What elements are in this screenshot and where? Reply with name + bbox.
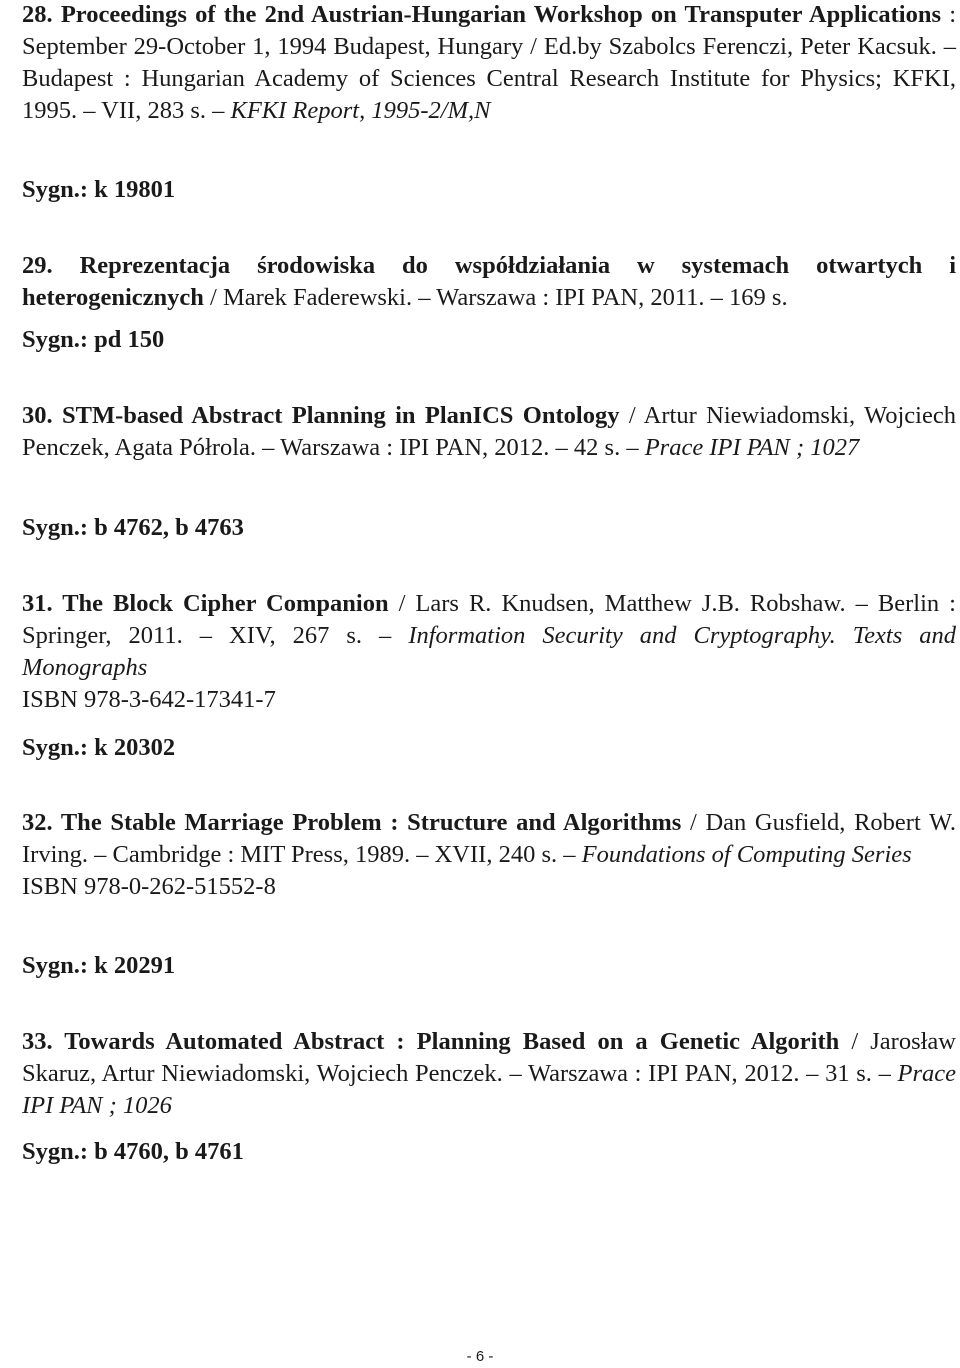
entry-title: 33. Towards Automated Abstract : Planning Based on a Genetic Algorith <box>22 1028 840 1055</box>
entry-title: 31. The Block Cipher Companion <box>22 590 389 617</box>
entry-title: 30. STM-based Abstract Planning in PlanICS Ontology <box>22 402 620 429</box>
call-number: Sygn.: b 4760, b 4761 <box>22 1138 244 1165</box>
call-number: Sygn.: pd 150 <box>22 326 165 353</box>
entry-series: Prace IPI PAN ; 1027 <box>644 434 860 461</box>
entry-31 <box>22 588 956 716</box>
page-number: - 6 - <box>466 1348 494 1365</box>
entry-title: 32. The Stable Marriage Problem : Structure and Algorithms <box>22 809 682 836</box>
entry-29 <box>22 250 956 314</box>
entry-30 <box>22 400 956 464</box>
isbn: ISBN 978-0-262-51552-8 <box>22 873 276 900</box>
entry-body: / Jarosław Skaruz, Artur Niewiadomski, Wojciech Penczek. – Warszawa : IPI PAN, 2012. – 31 s. – <box>22 1028 956 1087</box>
entry-body: / Lars R. Knudsen, Matthew J.B. Robshaw. – Berlin : Springer, 2011. – XIV, 267 s. – <box>22 590 956 649</box>
entry-body: / Dan Gusfield, Robert W. Irving. – Cambridge : MIT Press, 1989. – XVII, 240 s. – <box>22 809 956 868</box>
entry-series: Prace IPI PAN ; 1026 <box>22 1060 956 1119</box>
entry-series: KFKI Report, 1995-2/M,N <box>230 97 491 124</box>
entry-series: Information Security and Cryptography. Texts and Monographs <box>22 622 957 681</box>
call-number: Sygn.: k 20302 <box>22 734 176 761</box>
entry-body: / Artur Niewiadomski, Wojciech Penczek, Agata Półrola. – Warszawa : IPI PAN, 2012. – 42 s. – <box>22 402 956 461</box>
isbn: ISBN 978-3-642-17341-7 <box>22 686 276 713</box>
call-number: Sygn.: k 20291 <box>22 952 176 979</box>
entry-33 <box>22 1026 956 1122</box>
entry-28 <box>22 0 956 127</box>
entry-32 <box>22 807 956 903</box>
entry-series: Foundations of Computing Series <box>581 841 912 868</box>
entry-title: 29. Reprezentacja środowiska do współdziałania w systemach otwartych i heterogenicznych <box>22 252 956 311</box>
call-number: Sygn.: b 4762, b 4763 <box>22 514 244 541</box>
entry-body: : September 29-October 1, 1994 Budapest, Hungary / Ed.by Szabolcs Ferenczi, Peter Kacsuk. – Budapest : Hungarian Academy of Sciences Central Research Institute for Physics; KFKI, 1995. – VII, 283 s. – <box>22 1 957 124</box>
call-number: Sygn.: k 19801 <box>22 176 176 203</box>
entry-body: / Marek Faderewski. – Warszawa : IPI PAN, 2011. – 169 s. <box>203 284 788 311</box>
entry-title: 28. Proceedings of the 2nd Austrian-Hungarian Workshop on Transputer Applications <box>22 1 941 28</box>
